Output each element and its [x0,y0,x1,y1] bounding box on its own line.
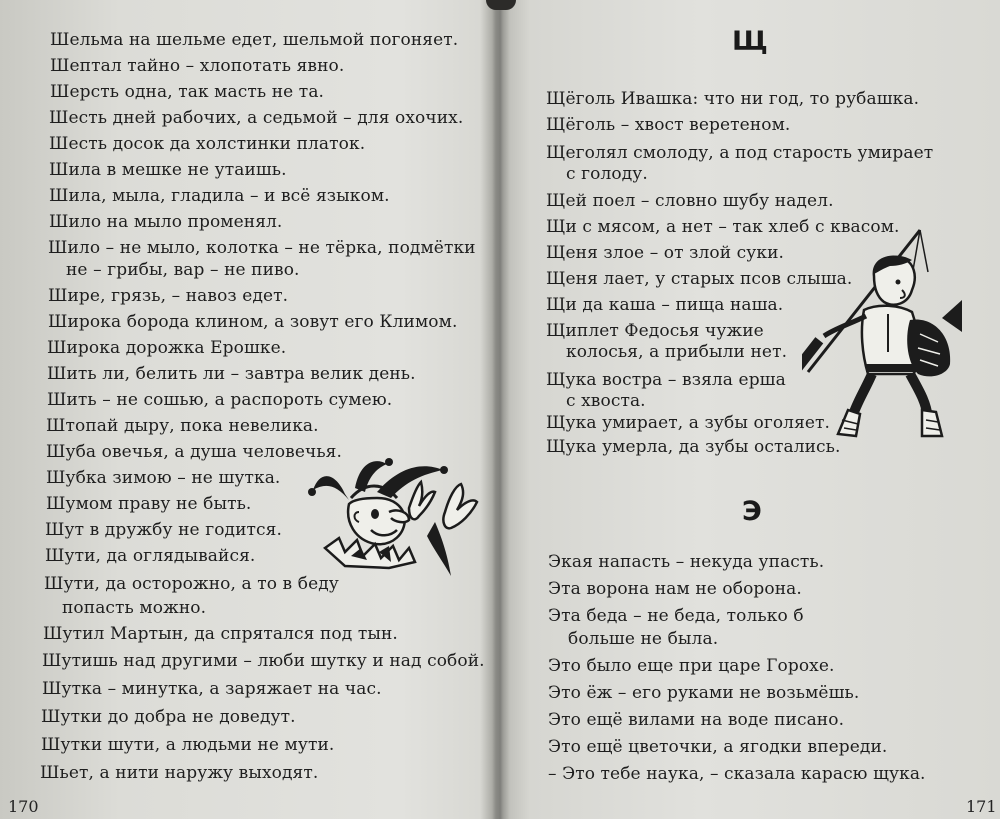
proverb-line: Это ещё цветочки, а ягодки впереди. [548,737,888,757]
proverb-line: Шило на мыло променял. [49,212,283,232]
proverb-line: Шила в мешке не утаишь. [49,160,287,180]
book-gutter [492,0,510,819]
proverb-line-continuation: больше не была. [568,629,719,649]
proverb-line: Шути, да осторожно, а то в беду [44,574,339,594]
proverb-line: Штопай дыру, пока невелика. [46,416,319,436]
proverb-line: Шептал тайно – хлопотать явно. [50,56,345,76]
proverb-line: Шить – не сошью, а распороть сумею. [47,390,393,410]
proverb-line: Это было еще при царе Горохе. [548,656,835,676]
proverb-line-continuation: не – грибы, вар – не пиво. [66,260,300,280]
proverb-line-continuation: с голоду. [566,164,648,184]
proverb-line: Шесть досок да холстинки платок. [49,134,366,154]
proverb-line: Щи да каша – пища наша. [546,295,784,315]
proverb-line: Шутил Мартын, да спрятался под тын. [43,624,398,644]
section-heading-sh: Щ [732,26,768,57]
proverb-line: Шире, грязь, – навоз едет. [48,286,289,306]
proverb-line: Шьет, а нити наружу выходят. [40,763,319,783]
page-number: 171 [966,797,997,816]
proverb-line: Щука умерла, да зубы остались. [546,437,841,457]
proverb-line-continuation: с хвоста. [566,391,646,411]
proverb-line: Щи с мясом, а нет – так хлеб с квасом. [546,217,900,237]
proverb-line: Щёголь – хвост веретеном. [546,115,791,135]
proverb-line: Шуба овечья, а душа человечья. [46,442,343,462]
proverb-line: Экая напасть – некуда упасть. [548,552,825,572]
proverb-line: Шутишь над другими – люби шутку и над собой. [42,651,485,671]
right-page [510,0,1000,819]
proverb-line: Широка дорожка Ерошке. [47,338,287,358]
proverb-line: Шельма на шельме едет, шельмой погоняет. [50,30,459,50]
proverb-line: Щей поел – словно шубу надел. [546,191,834,211]
proverb-line: Шерсть одна, так масть не та. [50,82,325,102]
proverb-line: Щеголял смолоду, а под старость умирает [546,143,934,163]
proverb-line: Эта ворона нам не оборона. [548,579,802,599]
proverb-line: Шутка – минутка, а заряжает на час. [42,679,382,699]
proverb-line: Щёголь Ивашка: что ни год, то рубашка. [546,89,920,109]
proverb-line: Шила, мыла, гладила – и всё языком. [49,186,390,206]
proverb-line: Это ещё вилами на воде писано. [548,710,845,730]
proverb-line: Щука умирает, а зубы оголяет. [546,413,831,433]
proverb-line: Щука востра – взяла ерша [546,370,786,390]
fisher-boy-illustration [802,224,972,446]
jester-illustration [305,452,485,582]
proverb-line: Шутки до добра не доведут. [41,707,296,727]
proverb-line: Шить ли, белить ли – завтра велик день. [47,364,416,384]
proverb-line: Щеня злое – от злой суки. [546,243,785,263]
proverb-line: Шубка зимою – не шутка. [46,468,281,488]
left-page [0,0,492,819]
proverb-line: Это ёж – его руками не возьмёшь. [548,683,860,703]
page-number: 170 [8,797,39,816]
proverb-line: Щиплет Федосья чужие [546,321,764,341]
proverb-line: Шутки шути, а людьми не мути. [41,735,335,755]
proverb-line: Шумом праву не быть. [46,494,252,514]
proverb-line: Щеня лает, у старых псов слыша. [546,269,853,289]
proverb-line-continuation: попасть можно. [62,598,207,618]
proverb-line: Широка борода клином, а зовут его Климом. [48,312,458,332]
proverb-line: – Это тебе наука, – сказала карасю щука. [548,764,926,784]
section-heading-e: Э [742,496,762,527]
proverb-line: Шило – не мыло, колотка – не тёрка, подмётки [48,238,476,258]
proverb-line: Шути, да оглядывайся. [45,546,256,566]
proverb-line-continuation: колосья, а прибыли нет. [566,342,788,362]
proverb-line: Шесть дней рабочих, а седьмой – для охочих. [49,108,464,128]
proverb-line: Шут в дружбу не годится. [45,520,283,540]
proverb-line: Эта беда – не беда, только б [548,606,804,626]
